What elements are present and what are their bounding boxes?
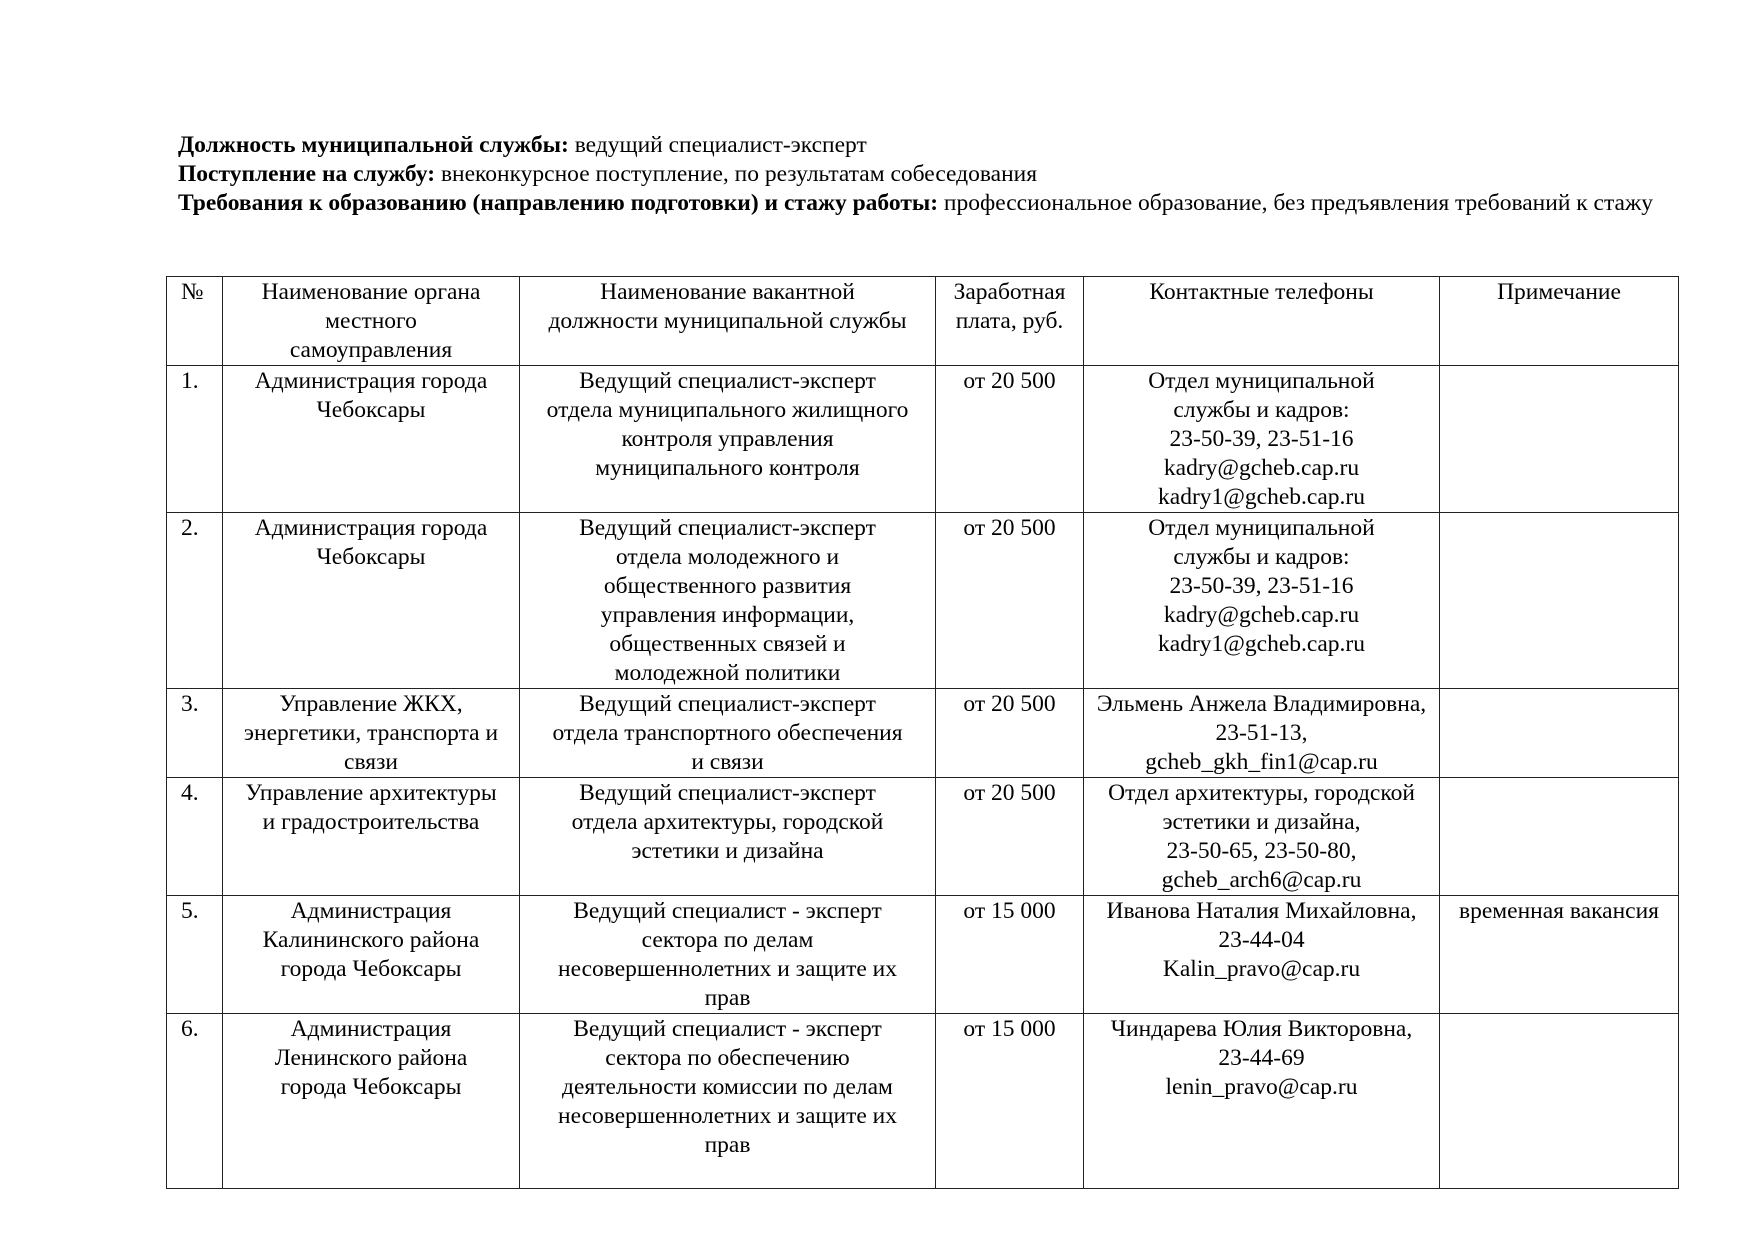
header-num: №	[167, 277, 223, 366]
row-position	[520, 896, 936, 1014]
contact-person: Эльмень Анжела Владимировна,	[1096, 691, 1427, 717]
contact-email[interactable]: lenin_pravo@cap.ru	[1165, 1074, 1358, 1100]
row-organ	[223, 896, 520, 1014]
row-num: 1.	[167, 366, 223, 513]
position-line: прав	[704, 1132, 751, 1158]
header-position	[520, 277, 936, 366]
position-line	[178, 131, 1678, 160]
organ-line: Администрация	[290, 898, 452, 924]
contact-line: Отдел муниципальной	[1148, 368, 1375, 394]
organ-line: города Чебоксары	[280, 956, 462, 982]
position-line: контроля управления	[621, 426, 834, 452]
row-note	[1440, 513, 1679, 689]
position-line: Ведущий специалист - эксперт	[573, 1016, 882, 1042]
position-line: управления информации,	[600, 602, 855, 628]
contact-phone: 23-50-39, 23-51-16	[1169, 426, 1354, 452]
row-organ	[223, 513, 520, 689]
position-line: прав	[704, 985, 751, 1011]
header-salary-line: плата, руб.	[955, 308, 1064, 334]
position-line: муниципального контроля	[595, 455, 860, 481]
position-label: Должность муниципальной службы:	[178, 132, 569, 158]
row-salary: от 20 500	[936, 778, 1084, 896]
row-position	[520, 778, 936, 896]
row-salary: от 20 500	[936, 513, 1084, 689]
header-salary	[936, 277, 1084, 366]
organ-line: и градостроительства	[262, 809, 480, 835]
organ-line: энергетики, транспорта и	[243, 720, 499, 746]
row-note	[1440, 689, 1679, 778]
contact-phone: 23-44-04	[1218, 927, 1305, 953]
position-line: Ведущий специалист-эксперт	[579, 691, 876, 717]
contact-phone: 23-44-69	[1218, 1045, 1305, 1071]
header-organ	[223, 277, 520, 366]
requirements-value: профессиональное образование, без предъявления требований к стажу	[938, 190, 1653, 216]
row-contacts	[1084, 896, 1440, 1014]
organ-line: Администрация	[290, 1016, 452, 1042]
entry-value: внеконкурсное поступление, по результатам собеседования	[435, 161, 1038, 187]
position-line: Ведущий специалист-эксперт	[579, 780, 876, 806]
header-organ-line: местного	[325, 308, 417, 334]
contact-email[interactable]: kadry@gcheb.cap.ru	[1163, 455, 1360, 481]
row-salary: от 20 500	[936, 366, 1084, 513]
position-line: деятельности комиссии по делам	[562, 1074, 893, 1100]
contact-email[interactable]: Kalin_pravo@cap.ru	[1162, 956, 1361, 982]
organ-line: Администрация города	[254, 515, 488, 541]
row-note: временная вакансия	[1440, 896, 1679, 1014]
organ-line: Управление архитектуры	[245, 780, 497, 806]
position-line: эстетики и дизайна	[631, 838, 824, 864]
contact-email[interactable]: kadry@gcheb.cap.ru	[1163, 602, 1360, 628]
position-line: молодежной политики	[614, 660, 841, 686]
contact-line: Отдел архитектуры, городской	[1108, 780, 1415, 806]
position-line: Ведущий специалист-эксперт	[579, 368, 876, 394]
row-position	[520, 513, 936, 689]
row-num: 3.	[167, 689, 223, 778]
table-row	[167, 366, 1679, 513]
row-salary: от 15 000	[936, 1014, 1084, 1189]
row-organ	[223, 1014, 520, 1189]
position-line: отдела молодежного и	[615, 544, 840, 570]
contact-email[interactable]: kadry1@gcheb.cap.ru	[1158, 631, 1365, 657]
requirements-label: Требования к образованию (направлению подготовки) и стажу работы:	[178, 190, 939, 216]
entry-label: Поступление на службу:	[178, 161, 436, 187]
header-note: Примечание	[1440, 277, 1679, 366]
position-value: ведущий специалист-эксперт	[568, 132, 867, 158]
organ-line: города Чебоксары	[280, 1074, 462, 1100]
row-num: 2.	[167, 513, 223, 689]
position-line: общественного развития	[603, 573, 852, 599]
contact-phone: 23-50-65, 23-50-80,	[1166, 838, 1357, 864]
position-line: несовершеннолетних и защите их	[558, 1103, 897, 1129]
header-position-line: Наименование вакантной	[600, 279, 855, 305]
header-contacts: Контактные телефоны	[1084, 277, 1440, 366]
organ-line: Ленинского района	[274, 1045, 468, 1071]
table-row	[167, 689, 1679, 778]
header-position-line: должности муниципальной службы	[548, 308, 907, 334]
table-row	[167, 1014, 1679, 1189]
row-organ	[223, 778, 520, 896]
organ-line: Калининского района	[262, 927, 480, 953]
contact-person: Иванова Наталия Михайловна,	[1106, 898, 1417, 924]
organ-line: Управление ЖКХ,	[279, 691, 463, 717]
position-line: и связи	[691, 749, 764, 775]
position-line: отдела архитектуры, городской	[571, 809, 884, 835]
row-organ	[223, 689, 520, 778]
organ-line: связи	[344, 749, 398, 775]
row-note	[1440, 366, 1679, 513]
position-line: Ведущий специалист-эксперт	[579, 515, 876, 541]
position-line: отдела муниципального жилищного	[546, 397, 909, 423]
row-position	[520, 366, 936, 513]
position-line: несовершеннолетних и защите их	[558, 956, 897, 982]
requirements-line	[178, 189, 1678, 218]
row-contacts	[1084, 1014, 1440, 1189]
vacancies-table	[166, 276, 1679, 1189]
organ-line: Чебоксары	[316, 544, 426, 570]
row-position	[520, 1014, 936, 1189]
row-position	[520, 689, 936, 778]
contact-person: Чиндарева Юлия Викторовна,	[1110, 1016, 1413, 1042]
header-organ-line: самоуправления	[289, 337, 453, 363]
table-header-row	[167, 277, 1679, 366]
contact-line: Отдел муниципальной	[1148, 515, 1375, 541]
contact-line: службы и кадров:	[1173, 397, 1350, 423]
table-row	[167, 778, 1679, 896]
table-row	[167, 513, 1679, 689]
position-line: отдела транспортного обеспечения	[552, 720, 903, 746]
position-line: общественных связей и	[609, 631, 846, 657]
row-note	[1440, 778, 1679, 896]
entry-line	[178, 160, 1678, 189]
contact-email[interactable]: kadry1@gcheb.cap.ru	[1158, 484, 1365, 510]
organ-line: Администрация города	[254, 368, 488, 394]
organ-line: Чебоксары	[316, 397, 426, 423]
row-organ	[223, 366, 520, 513]
row-contacts	[1084, 513, 1440, 689]
contact-phone: 23-50-39, 23-51-16	[1169, 573, 1354, 599]
header-organ-line: Наименование органа	[261, 279, 481, 305]
position-line: сектора по обеспечению	[605, 1045, 850, 1071]
row-note	[1440, 1014, 1679, 1189]
row-contacts	[1084, 778, 1440, 896]
position-line: Ведущий специалист - эксперт	[573, 898, 882, 924]
row-contacts	[1084, 366, 1440, 513]
contact-phone: 23-51-13,	[1215, 720, 1308, 746]
contact-line: эстетики и дизайна,	[1162, 809, 1361, 835]
table-row	[167, 896, 1679, 1014]
contact-email[interactable]: gcheb_arch6@cap.ru	[1161, 867, 1362, 893]
position-line: сектора по делам	[641, 927, 814, 953]
contact-email[interactable]: gcheb_gkh_fin1@cap.ru	[1145, 749, 1378, 775]
row-salary: от 15 000	[936, 896, 1084, 1014]
vacancy-intro	[178, 131, 1678, 218]
contact-line: службы и кадров:	[1173, 544, 1350, 570]
header-salary-line: Заработная	[953, 279, 1066, 305]
row-num: 5.	[167, 896, 223, 1014]
row-num: 6.	[167, 1014, 223, 1189]
row-num: 4.	[167, 778, 223, 896]
row-contacts	[1084, 689, 1440, 778]
row-salary: от 20 500	[936, 689, 1084, 778]
